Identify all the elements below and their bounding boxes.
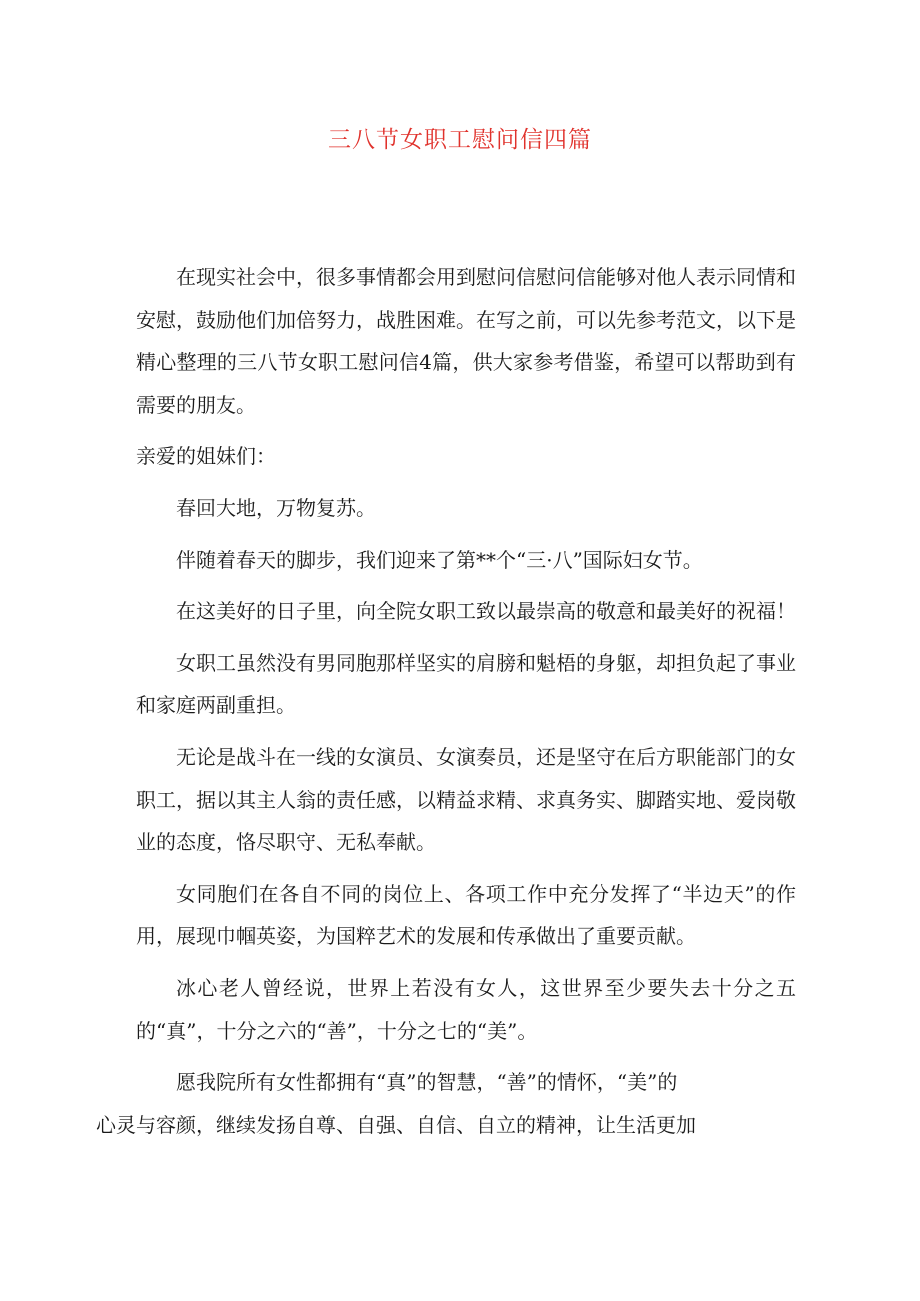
paragraph-8-line-1: 愿我院所有女性都拥有“真”的智慧，“善”的情怀，“美”的	[176, 1070, 678, 1095]
paragraph-1: 春回大地，万物复苏。	[176, 495, 376, 520]
document-title: 三八节女职工慰问信四篇	[328, 127, 592, 153]
paragraph-5: 无论是战斗在一线的女演员、女演奏员，还是坚守在后方职能部门的女职工，据以其主人翁的责任感，以精益求精、求真务实、脚踏实地、爱岗敬业的态度，恪尽职守、无私奉献。	[136, 744, 796, 855]
paragraph-3: 在这美好的日子里，向全院女职工致以最崇高的敬意和最美好的祝福！	[176, 599, 796, 624]
intro-paragraph: 在现实社会中，很多事情都会用到慰问信慰问信能够对他人表示同情和安慰，鼓励他们加倍努力，战胜困难。在写之前，可以先参考范文，以下是精心整理的三八节女职工慰问信4篇，供大家参考借鉴，希望可以帮助到有需要的朋友。	[136, 265, 796, 417]
paragraph-4: 女职工虽然没有男同胞那样坚实的肩膀和魁梧的身躯，却担负起了事业和家庭两副重担。	[136, 650, 796, 718]
paragraph-6: 女同胞们在各自不同的岗位上、各项工作中充分发挥了“半边天”的作用，展现巾帼英姿，为国粹艺术的发展和传承做出了重要贡献。	[136, 881, 796, 949]
paragraph-8-line-2: 心灵与容颜，继续发扬自尊、自强、自信、自立的精神，让生活更加	[96, 1112, 696, 1137]
paragraph-2: 伴随着春天的脚步，我们迎来了第**个“三·八”国际妇女节。	[176, 547, 703, 572]
salutation: 亲爱的姐妹们：	[136, 444, 276, 469]
document-body	[96, 256, 796, 1155]
paragraph-8	[96, 1061, 796, 1146]
paragraph-7: 冰心老人曾经说，世界上若没有女人，这世界至少要失去十分之五的“真”，十分之六的“善”，十分之七的“美”。	[136, 975, 796, 1043]
